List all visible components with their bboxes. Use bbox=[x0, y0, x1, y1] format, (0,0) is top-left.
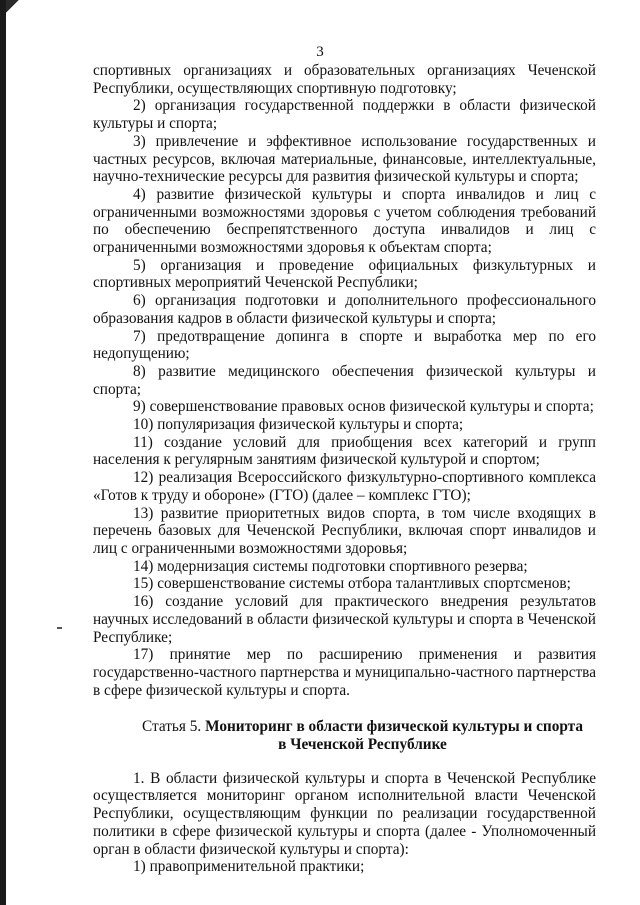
list-item-12: 12) реализация Всероссийского физкультурно-спортивного комплекса «Готов к труду и обороне» (ГТО) (далее – комплекс ГТО); bbox=[93, 469, 596, 504]
list-item-16: 16) создание условий для практического внедрения результатов научных исследований в области физической культуры и спорта в Чеченской Республике; bbox=[93, 593, 596, 646]
list-item-3: 3) привлечение и эффективное использование государственных и частных ресурсов, включая материальные, финансовые, интеллектуальные, научно-технические ресурсы для развития физической культуры и спорта; bbox=[93, 132, 596, 186]
page-number: 3 bbox=[316, 44, 324, 60]
scan-edge bbox=[0, 0, 6, 905]
list-item-5: 5) организация и проведение официальных физкультурных и спортивных мероприятий Чеченской Республики; bbox=[93, 256, 596, 292]
list-item-13: 13) развитие приоритетных видов спорта, в том числе входящих в перечень базовых для Чеченской Республики, включая спорт инвалидов и лиц с ограниченными возможностями здоровья; bbox=[93, 504, 596, 557]
list-item-9: 9) совершенствование правовых основ физической культуры и спорта; bbox=[133, 398, 594, 416]
list-item-2: 2) организация государственной поддержки в области физической культуры и спорта; bbox=[93, 97, 596, 133]
article-prefix: Статья 5. bbox=[141, 718, 202, 736]
scan-corner bbox=[6, 0, 24, 18]
paragraph-continuation: спортивных организациях и образовательных организациях Чеченской Республики, осуществляющих спортивную подготовку; bbox=[93, 62, 596, 97]
article-list-item-1: 1) правоприменительной практики; bbox=[133, 858, 365, 876]
article-heading-line-1 bbox=[129, 718, 596, 736]
list-item-17: 17) принятие мер по расширению применения и развития государственно-частного партнерства и муниципально-частного партнерства в сфере физической культуры и спорта. bbox=[93, 646, 596, 699]
margin-mark bbox=[57, 627, 62, 629]
list-item-11: 11) создание условий для приобщения всех категорий и групп населения к регулярным занятиям физической культурой и спортом; bbox=[93, 433, 596, 469]
list-item-6: 6) организация подготовки и дополнительного профессионального образования кадров в области физической культуры и спорта; bbox=[93, 292, 596, 327]
article-paragraph-1: 1. В области физической культуры и спорта в Чеченской Республике осуществляется мониторинг органом исполнительной власти Чеченской Республики, осуществляющим функции по реализации государственной политики в сфере физической культуры и спорта (далее - Уполномоченный орган в области физической культуры и спорта): bbox=[93, 769, 596, 858]
list-item-15: 15) совершенствование системы отбора талантливых спортсменов; bbox=[133, 575, 571, 593]
article-title-line-2: в Чеченской Республике bbox=[278, 736, 447, 754]
list-item-8: 8) развитие медицинского обеспечения физической культуры и спорта; bbox=[93, 362, 596, 398]
document-body bbox=[93, 62, 596, 876]
article-title: Мониторинг в области физической культуры и спорта bbox=[205, 718, 584, 736]
list-item-4: 4) развитие физической культуры и спорта инвалидов и лиц с ограниченными возможностями здоровья с учетом соблюдения требований по обеспечению беспрепятственного доступа инвалидов и лиц с ограниченными возможностями здоровья к объектам спорта; bbox=[93, 185, 596, 257]
list-item-7: 7) предотвращение допинга в спорте и выработка мер по его недопущению; bbox=[93, 327, 596, 363]
article-heading bbox=[93, 718, 596, 753]
list-item-14: 14) модернизация системы подготовки спортивного резерва; bbox=[133, 557, 528, 575]
list-item-10: 10) популяризация физической культуры и спорта; bbox=[133, 416, 464, 434]
